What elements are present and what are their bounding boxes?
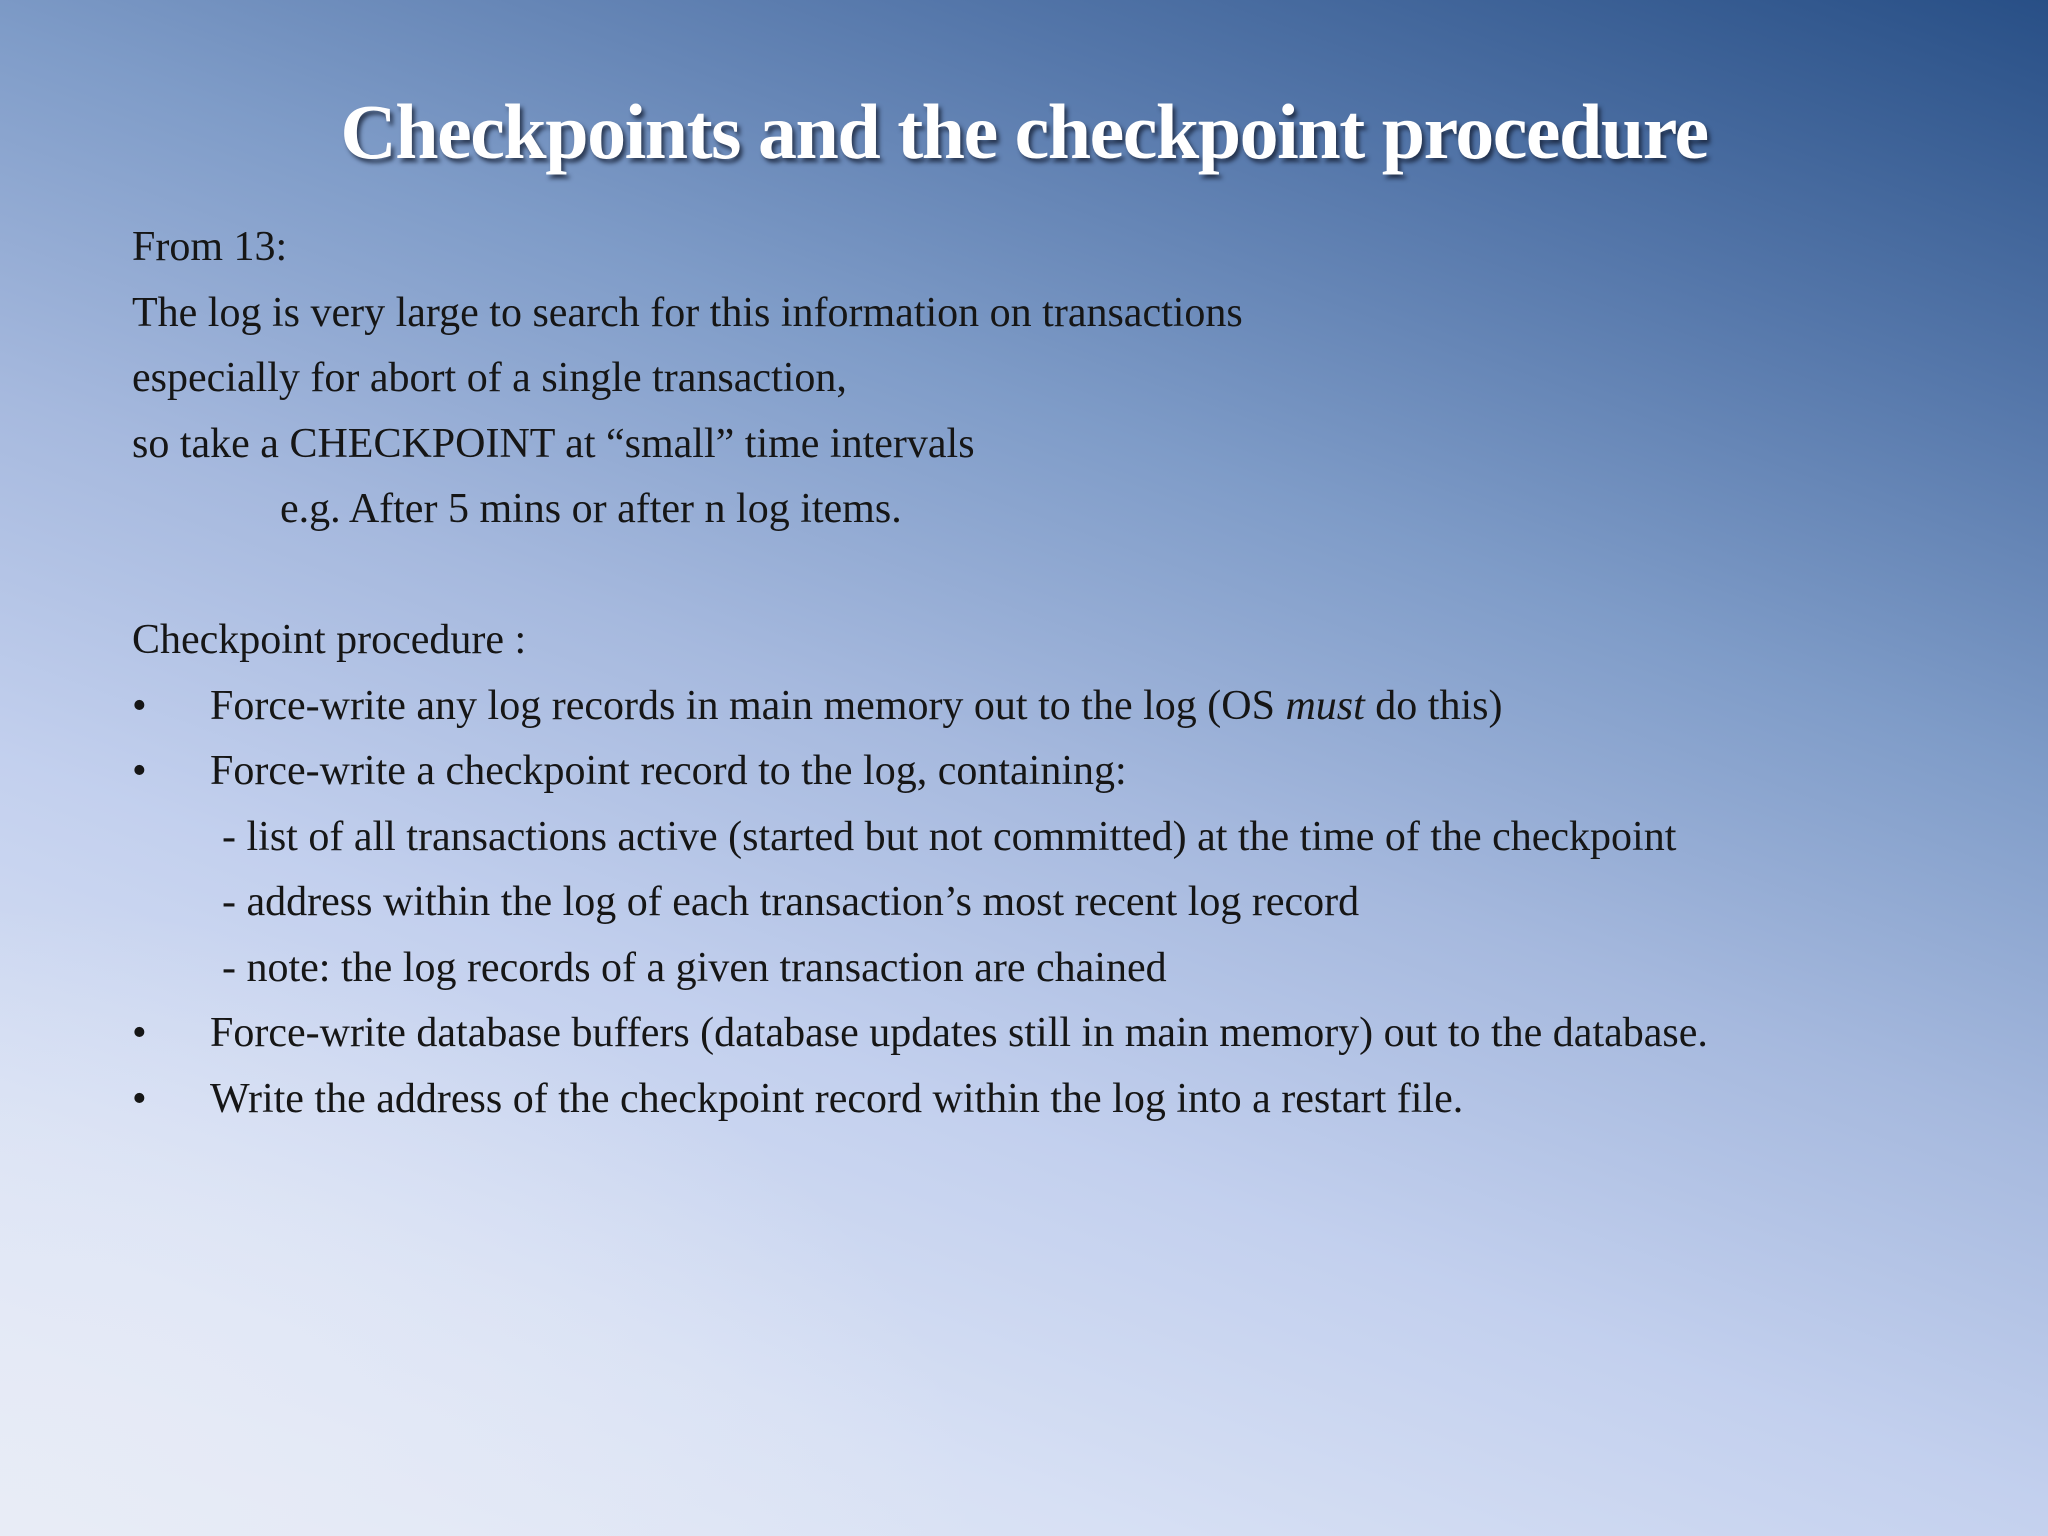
bullet-icon: • (132, 1075, 147, 1122)
bullet-text-start: Force-write any log records in main memory out to the log (OS (210, 682, 1286, 729)
bullet-text: Force-write a checkpoint record to the log, containing: (210, 748, 1127, 794)
procedure-heading: Checkpoint procedure : (132, 617, 527, 663)
sub-item-chained-note: - note: the log records of a given transaction are chained (222, 944, 1167, 991)
bullet-item-database-buffers (132, 1001, 2012, 1067)
bullet-text-emphasis: must (1285, 682, 1365, 729)
bullet-icon: • (132, 682, 147, 729)
bullet-text: Write the address of the checkpoint record within the log into a restart file. (210, 1075, 1464, 1122)
bullet-item-restart-file (132, 1067, 2012, 1133)
bullet-item-force-write-log (132, 674, 2012, 740)
bullet-icon: • (132, 1010, 147, 1056)
slide-body (132, 215, 2012, 1132)
spacer (132, 543, 2012, 609)
intro-line-source: From 13: (132, 224, 288, 270)
bullet-text (210, 674, 1502, 740)
intro-line-log-size: The log is very large to search for this information on transactions (132, 289, 1243, 336)
example-line: e.g. After 5 mins or after n log items. (280, 486, 902, 532)
intro-line-checkpoint: so take a CHECKPOINT at “small” time intervals (132, 420, 975, 467)
bullet-text: Force-write database buffers (database updates still in main memory) out to the database. (210, 1010, 1708, 1056)
bullet-icon: • (132, 748, 147, 794)
bullet-text-end: do this) (1364, 682, 1503, 729)
bullet-item-checkpoint-record (132, 739, 2012, 805)
intro-line-abort: especially for abort of a single transaction, (132, 355, 847, 401)
slide-title: Checkpoints and the checkpoint procedure (340, 88, 1708, 175)
sub-item-log-address: - address within the log of each transaction’s most recent log record (222, 879, 1360, 925)
sub-item-active-transactions: - list of all transactions active (started but not committed) at the time of the checkpoint (222, 813, 1677, 860)
